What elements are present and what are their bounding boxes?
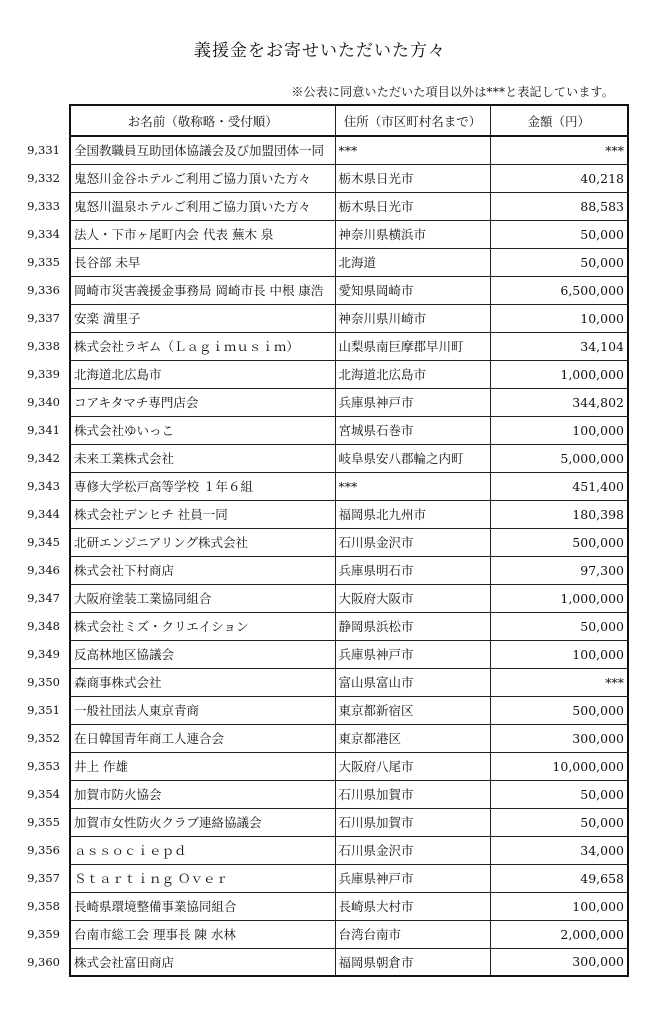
name-cell: 台南市総工会 理事長 陳 水林 — [70, 920, 335, 948]
amount-cell: *** — [490, 668, 628, 696]
table-row — [70, 920, 628, 948]
name-cell: 株式会社ミズ・クリエイション — [70, 612, 335, 640]
amount-cell: 34,104 — [490, 332, 628, 360]
name-cell: 加賀市女性防火クラブ連絡協議会 — [70, 808, 335, 836]
table-row — [70, 724, 628, 752]
row-number: 9,343 — [27, 479, 60, 493]
row-number: 9,346 — [27, 563, 60, 577]
table-row — [70, 808, 628, 836]
name-cell: 専修大学松戸高等学校 １年６組 — [70, 472, 335, 500]
row-number: 9,348 — [27, 619, 60, 633]
row-number: 9,360 — [27, 955, 60, 969]
address-cell: 兵庫県神戸市 — [335, 640, 490, 668]
amount-cell: 451,400 — [490, 472, 628, 500]
page-title: 義援金をお寄せいただいた方々 — [194, 41, 446, 61]
address-column-header: 住所（市区町村名まで） — [335, 105, 490, 136]
row-number: 9,331 — [27, 143, 60, 157]
table-row — [70, 192, 628, 220]
amount-cell: 10,000 — [490, 304, 628, 332]
address-cell: 神奈川県横浜市 — [335, 220, 490, 248]
table-row — [70, 388, 628, 416]
name-cell: 反高林地区協議会 — [70, 640, 335, 668]
amount-cell: 5,000,000 — [490, 444, 628, 472]
address-cell: 大阪府大阪市 — [335, 584, 490, 612]
address-cell: *** — [335, 136, 490, 164]
name-cell: 一般社団法人東京青商 — [70, 696, 335, 724]
row-number: 9,359 — [27, 927, 60, 941]
address-cell: 兵庫県神戸市 — [335, 864, 490, 892]
table-row — [70, 556, 628, 584]
row-number: 9,338 — [27, 339, 60, 353]
row-number: 9,354 — [27, 787, 60, 801]
table-row — [70, 500, 628, 528]
address-cell: *** — [335, 472, 490, 500]
row-number: 9,349 — [27, 647, 60, 661]
amount-cell: 500,000 — [490, 696, 628, 724]
row-number: 9,336 — [27, 283, 60, 297]
row-number: 9,339 — [27, 367, 60, 381]
name-cell: 長崎県環境整備事業協同組合 — [70, 892, 335, 920]
row-number: 9,332 — [27, 171, 60, 185]
address-cell: 兵庫県神戸市 — [335, 388, 490, 416]
amount-cell: 50,000 — [490, 220, 628, 248]
name-column-header: お名前（敬称略・受付順） — [70, 105, 335, 136]
name-cell: 長谷部 未早 — [70, 248, 335, 276]
table-row — [70, 360, 628, 388]
name-cell: 株式会社下村商店 — [70, 556, 335, 584]
name-cell: 森商事株式会社 — [70, 668, 335, 696]
address-cell: 大阪府八尾市 — [335, 752, 490, 780]
row-number: 9,350 — [27, 675, 60, 689]
table-row — [70, 752, 628, 780]
amount-cell: 10,000,000 — [490, 752, 628, 780]
disclosure-note: ※公表に同意いただいた項目以外は***と表記しています。 — [291, 85, 614, 99]
row-number: 9,337 — [27, 311, 60, 325]
row-number: 9,341 — [27, 423, 60, 437]
row-number: 9,342 — [27, 451, 60, 465]
row-number: 9,344 — [27, 507, 60, 521]
address-cell: 愛知県岡崎市 — [335, 276, 490, 304]
row-number: 9,351 — [27, 703, 60, 717]
name-cell: 在日韓国青年商工人連合会 — [70, 724, 335, 752]
table-row — [70, 864, 628, 892]
address-cell: 東京都新宿区 — [335, 696, 490, 724]
amount-cell: 50,000 — [490, 808, 628, 836]
amount-cell: 1,000,000 — [490, 584, 628, 612]
row-number: 9,357 — [27, 871, 60, 885]
name-cell: 株式会社富田商店 — [70, 948, 335, 976]
address-cell: 長崎県大村市 — [335, 892, 490, 920]
row-number: 9,334 — [27, 227, 60, 241]
amount-cell: *** — [490, 136, 628, 164]
address-cell: 福岡県北九州市 — [335, 500, 490, 528]
row-number: 9,358 — [27, 899, 60, 913]
name-cell: 北研エンジニアリング株式会社 — [70, 528, 335, 556]
table-row — [70, 220, 628, 248]
table-row — [70, 444, 628, 472]
amount-cell: 300,000 — [490, 948, 628, 976]
address-cell: 東京都港区 — [335, 724, 490, 752]
address-cell: 石川県金沢市 — [335, 836, 490, 864]
name-cell: Ｓｔａｒｔｉｎｇ Ｏｖｅｒ — [70, 864, 335, 892]
amount-cell: 6,500,000 — [490, 276, 628, 304]
address-cell: 栃木県日光市 — [335, 164, 490, 192]
table-row — [70, 836, 628, 864]
address-cell: 神奈川県川崎市 — [335, 304, 490, 332]
address-cell: 静岡県浜松市 — [335, 612, 490, 640]
table-row — [70, 640, 628, 668]
row-number: 9,356 — [27, 843, 60, 857]
amount-column-header: 金額（円） — [490, 105, 628, 136]
address-cell: 石川県加賀市 — [335, 780, 490, 808]
row-number: 9,333 — [27, 199, 60, 213]
address-cell: 山梨県南巨摩郡早川町 — [335, 332, 490, 360]
amount-cell: 50,000 — [490, 780, 628, 808]
table-row — [70, 276, 628, 304]
row-number: 9,340 — [27, 395, 60, 409]
table-row — [70, 780, 628, 808]
table-row — [70, 528, 628, 556]
table-row — [70, 136, 628, 164]
name-cell: 株式会社デンヒチ 社員一同 — [70, 500, 335, 528]
amount-cell: 97,300 — [490, 556, 628, 584]
address-cell: 石川県金沢市 — [335, 528, 490, 556]
name-cell: 法人・下市ヶ尾町内会 代表 蕪木 泉 — [70, 220, 335, 248]
name-cell: 北海道北広島市 — [70, 360, 335, 388]
address-cell: 北海道北広島市 — [335, 360, 490, 388]
table-row — [70, 416, 628, 444]
amount-cell: 1,000,000 — [490, 360, 628, 388]
name-cell: 未来工業株式会社 — [70, 444, 335, 472]
amount-cell: 49,658 — [490, 864, 628, 892]
name-cell: 全国教職員互助団体協議会及び加盟団体一同 — [70, 136, 335, 164]
table-row — [70, 668, 628, 696]
amount-cell: 100,000 — [490, 892, 628, 920]
table-header-row — [70, 105, 628, 136]
name-cell: 鬼怒川金谷ホテルご利用ご協力頂いた方々 — [70, 164, 335, 192]
table-row — [70, 472, 628, 500]
row-number-column — [0, 136, 62, 976]
amount-cell: 50,000 — [490, 248, 628, 276]
address-cell: 岐阜県安八郡輪之内町 — [335, 444, 490, 472]
table-row — [70, 948, 628, 976]
amount-cell: 100,000 — [490, 640, 628, 668]
address-cell: 石川県加賀市 — [335, 808, 490, 836]
amount-cell: 300,000 — [490, 724, 628, 752]
name-cell: 大阪府塗装工業協同組合 — [70, 584, 335, 612]
row-number: 9,335 — [27, 255, 60, 269]
table-row — [70, 164, 628, 192]
amount-cell: 2,000,000 — [490, 920, 628, 948]
amount-cell: 344,802 — [490, 388, 628, 416]
name-cell: 安楽 満里子 — [70, 304, 335, 332]
table-row — [70, 584, 628, 612]
amount-cell: 500,000 — [490, 528, 628, 556]
amount-cell: 180,398 — [490, 500, 628, 528]
name-cell: 加賀市防火協会 — [70, 780, 335, 808]
address-cell: 福岡県朝倉市 — [335, 948, 490, 976]
table-row — [70, 304, 628, 332]
address-cell: 栃木県日光市 — [335, 192, 490, 220]
donor-table-body — [70, 136, 628, 976]
address-cell: 富山県富山市 — [335, 668, 490, 696]
name-cell: 鬼怒川温泉ホテルご利用ご協力頂いた方々 — [70, 192, 335, 220]
address-cell: 兵庫県明石市 — [335, 556, 490, 584]
amount-cell: 34,000 — [490, 836, 628, 864]
table-row — [70, 892, 628, 920]
row-number: 9,353 — [27, 759, 60, 773]
table-row — [70, 248, 628, 276]
name-cell: 株式会社ラギム（Ｌａｇｉｍｕｓｉｍ） — [70, 332, 335, 360]
address-cell: 台湾台南市 — [335, 920, 490, 948]
row-number: 9,345 — [27, 535, 60, 549]
amount-cell: 88,583 — [490, 192, 628, 220]
address-cell: 北海道 — [335, 248, 490, 276]
amount-cell: 50,000 — [490, 612, 628, 640]
name-cell: 岡崎市災害義援金事務局 岡崎市長 中根 康浩 — [70, 276, 335, 304]
name-cell: コアキタマチ専門店会 — [70, 388, 335, 416]
address-cell: 宮城県石巻市 — [335, 416, 490, 444]
table-row — [70, 696, 628, 724]
table-row — [70, 332, 628, 360]
amount-cell: 100,000 — [490, 416, 628, 444]
name-cell: ａｓｓｏｃｉｅｐｄ — [70, 836, 335, 864]
donor-table — [69, 104, 629, 977]
row-number: 9,347 — [27, 591, 60, 605]
row-number: 9,355 — [27, 815, 60, 829]
table-row — [70, 612, 628, 640]
amount-cell: 40,218 — [490, 164, 628, 192]
name-cell: 株式会社ゆいっこ — [70, 416, 335, 444]
name-cell: 井上 作雄 — [70, 752, 335, 780]
row-number: 9,352 — [27, 731, 60, 745]
